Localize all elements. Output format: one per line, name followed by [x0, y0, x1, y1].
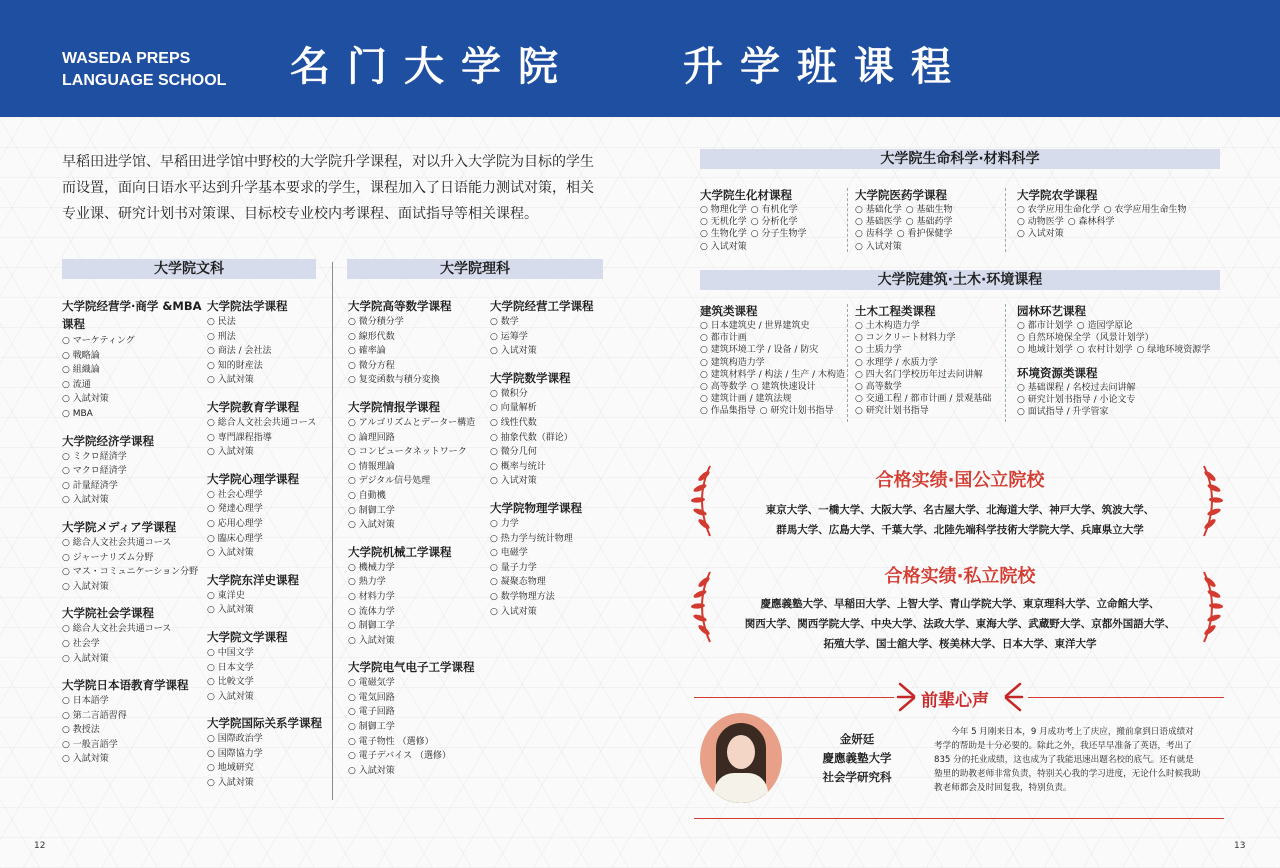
course-item: ○ 都市计划学: [1017, 321, 1073, 331]
course-item: ○ 绿地环境资源学: [1136, 345, 1210, 355]
course-item: ○ MBA: [62, 407, 202, 422]
course-item: ○ 造园学原论: [1077, 321, 1133, 331]
course-item: ○ ジャーナリズム分野: [62, 551, 202, 566]
course-item: ○ 高等数学: [700, 382, 747, 392]
arch-column-3-top: [1017, 303, 1217, 357]
course-item: ○ 電子物性 （選修）: [348, 735, 488, 750]
course-item: ○ 商法 / 会社法: [207, 344, 327, 359]
page-number-left: 12: [34, 841, 46, 851]
course-item: ○ 建筑计画 / 建筑法规: [700, 394, 791, 404]
course-heading: 土木工程类课程: [855, 304, 936, 318]
title-left: 名门大学院: [290, 44, 575, 90]
course-item: ○ 数学: [490, 315, 610, 330]
course-item: ○ 入試対策: [348, 634, 488, 649]
life-column-2: [855, 187, 1005, 253]
course-row: [855, 228, 1005, 240]
course-item: ○ 総合人文社会共通コース: [62, 536, 202, 551]
course-row: [700, 381, 850, 393]
course-row: [855, 344, 1005, 356]
course-item: ○ マクロ経済学: [62, 464, 202, 479]
private-heading: 合格实绩·私立院校: [884, 566, 1036, 587]
course-heading: 大学院机械工学课程: [348, 544, 452, 559]
life-bar: 大学院生命科学·材料科学: [700, 149, 1220, 169]
course-item: ○ 分子生物学: [751, 229, 807, 239]
course-row: [1017, 382, 1217, 394]
course-item: ○ 論理回路: [348, 431, 488, 446]
course-item: ○ 农村计划学: [1077, 345, 1133, 355]
course-item: ○ 線形代数: [348, 330, 488, 345]
course-item: ○ 入試対策: [348, 764, 488, 779]
course-item: ○ 制御工学: [348, 619, 488, 634]
course-item: ○ 建筑环境工学 / 设备 / 防灾: [700, 345, 818, 355]
course-row: [1017, 406, 1217, 418]
laurel-right-icon: [1198, 462, 1224, 540]
voice-rule-right: [1028, 697, 1224, 698]
course-item: ○ 有机化学: [751, 205, 798, 215]
page-number-right: 13: [1234, 841, 1246, 851]
course-heading: 建筑类课程: [700, 304, 758, 318]
voice-heading: 前辈心声: [921, 691, 989, 711]
course-item: ○ 基础化学: [855, 205, 902, 215]
course-item: ○ 第二言語習得: [62, 709, 202, 724]
arch-bar: 大学院建筑·土木·环境课程: [700, 270, 1220, 290]
course-row: [700, 344, 850, 356]
course-row: [700, 405, 850, 417]
course-item: ○ 概率与统计: [490, 460, 610, 475]
course-item: ○ 研究计划书指导: [760, 406, 834, 416]
course-item: ○ 电磁学: [490, 546, 610, 561]
course-item: ○ 臨床心理学: [207, 532, 327, 547]
course-heading: 大学院数学课程: [490, 370, 571, 385]
course-item: ○ 入試対策: [207, 445, 327, 460]
course-heading: 园林环艺课程: [1017, 304, 1086, 318]
course-item: ○ 制御工学: [348, 720, 488, 735]
life-column-3: [1017, 187, 1217, 241]
course-item: ○ 量子力学: [490, 561, 610, 576]
course-heading: 大学院メディア学课程: [62, 519, 177, 534]
course-item: ○ 民法: [207, 315, 327, 330]
burst-left-icon: [896, 680, 918, 714]
course-heading: 大学院电气电子工学课程: [348, 660, 475, 675]
course-item: ○ 計量経済学: [62, 479, 202, 494]
course-item: ○ 齿科学: [855, 229, 893, 239]
course-item: ○ 生物化学: [700, 229, 747, 239]
course-item: ○ 入試対策: [348, 518, 488, 533]
course-item: ○ 総合人文社会共通コース: [62, 622, 202, 637]
course-item: ○ 入試対策: [62, 752, 202, 767]
course-item: ○ 電気回路: [348, 691, 488, 706]
course-heading: 大学院情报学课程: [348, 399, 440, 414]
course-item: ○ 农学应用生命生物: [1104, 205, 1187, 215]
course-heading: 大学院心理学课程: [207, 471, 299, 486]
course-item: ○ 入試対策: [62, 493, 202, 508]
course-row: [855, 381, 1005, 393]
course-row: [1017, 216, 1217, 228]
course-item: ○ 入試対策: [207, 776, 327, 791]
course-heading: 大学院社会学课程: [62, 606, 154, 621]
life-divider-1: [847, 188, 848, 252]
course-item: ○ 応用心理学: [207, 517, 327, 532]
course-item: ○ 一般言語学: [62, 738, 202, 753]
course-item: ○ 微积分: [490, 387, 610, 402]
course-item: ○ 入試対策: [207, 546, 327, 561]
course-heading: 大学院日本语教育学课程: [62, 678, 189, 693]
course-item: ○ 入试对策: [1017, 229, 1064, 239]
course-row: [1017, 320, 1217, 332]
course-row: [700, 332, 850, 344]
course-item: ○ 向量解析: [490, 401, 610, 416]
course-item: ○ 无机化学: [700, 217, 747, 227]
course-row: [700, 204, 850, 216]
course-item: ○ 基础医学: [855, 217, 902, 227]
course-item: ○ 微分積分学: [348, 315, 488, 330]
course-item: ○ 水理学 / 水质力学: [855, 358, 937, 368]
laurel-right-icon: [1198, 568, 1224, 646]
course-item: ○ 力学: [490, 517, 610, 532]
course-heading: 大学院东洋史课程: [207, 572, 299, 587]
course-item: ○ 研究计划书指导 / 小论文专: [1017, 395, 1135, 405]
course-item: ○ 国際政治学: [207, 732, 327, 747]
course-heading: 大学院医药学课程: [855, 188, 947, 202]
course-item: ○ 比較文学: [207, 675, 327, 690]
course-row: [855, 357, 1005, 369]
course-item: ○ 組織論: [62, 363, 202, 378]
course-item: ○ 建筑材料学 / 构法 / 生产 / 木构造: [700, 370, 845, 380]
course-row: [1017, 344, 1217, 356]
course-item: ○ 入試対策: [207, 690, 327, 705]
course-item: ○ 线性代数: [490, 416, 610, 431]
course-row: [855, 204, 1005, 216]
course-row: [1017, 394, 1217, 406]
course-item: ○ マーケティング: [62, 334, 202, 349]
course-item: ○ デジタル信号処理: [348, 474, 488, 489]
course-item: ○ 制御工学: [348, 504, 488, 519]
course-item: ○ 入試対策: [207, 373, 327, 388]
course-item: ○ 复変函数与積分変換: [348, 373, 488, 388]
course-item: ○ 地域计划学: [1017, 345, 1073, 355]
course-item: ○ 研究计划书指导: [855, 406, 929, 416]
course-item: ○ 看护保健学: [897, 229, 953, 239]
course-item: ○ コンクリート材料力学: [855, 333, 956, 343]
title-right: 升学班课程: [683, 44, 968, 90]
course-item: ○ 地域研究: [207, 761, 327, 776]
course-row: [700, 357, 850, 369]
course-item: ○ 熱力学: [348, 575, 488, 590]
rika-column-2: [490, 297, 610, 619]
student-quote: 今年 5 月刚来日本，9 月成功考上了庆应，搬前拿到日语成绩对考学的帮助是十分必要的。除此之外，我还早早准备了英语，考出了 835 分的托业成绩，这也成为了我能迅速出题名校的底气。还有就是塾里的助教老师非常负责，特别关心我的学习进度，无论什么时候我助教老师都会及时回复我，特别负责。: [934, 727, 1201, 793]
course-row: [1017, 332, 1217, 344]
course-item: ○ 総合人文社会共通コース: [207, 416, 327, 431]
course-heading: 大学院物理学课程: [490, 500, 582, 515]
burst-right-icon: [1002, 680, 1024, 714]
school-name: WASEDA PREPS LANGUAGE SCHOOL: [62, 50, 227, 89]
course-item: ○ 教授法: [62, 723, 202, 738]
course-row: [700, 320, 850, 332]
course-item: ○ 専門課程指導: [207, 431, 327, 446]
course-item: ○ 自然环境保全学（风景计划学）: [1017, 333, 1154, 343]
course-item: ○ 交通工程 / 都市计画 / 景观基础: [855, 394, 991, 404]
course-item: ○ 日本文学: [207, 661, 327, 676]
course-item: ○ 社会心理学: [207, 488, 327, 503]
course-row: [855, 405, 1005, 417]
course-heading: 大学院教育学课程: [207, 399, 299, 414]
public-list: 東京大学、一橋大学、大阪大学、名古屋大学、北海道大学、神戸大学、筑波大学、 群馬大学、広島大学、千葉大学、北陸先端科学技術大学院大学、兵庫県立大学: [765, 504, 1155, 536]
course-item: ○ 入试对策: [490, 474, 610, 489]
course-item: ○ 情報理論: [348, 460, 488, 475]
course-item: ○ アルゴリズムとデーター構造: [348, 416, 488, 431]
course-item: ○ 森林科学: [1068, 217, 1115, 227]
course-item: ○ 基础药学: [906, 217, 953, 227]
course-item: ○ 社会学: [62, 637, 202, 652]
course-heading: 大学院国际关系学课程: [207, 716, 322, 731]
course-row: [700, 216, 850, 228]
course-item: ○ 高等数学: [855, 382, 902, 392]
bunka-column-2: [207, 297, 327, 791]
course-row: [855, 320, 1005, 332]
course-item: ○ マス・コミュニケーション分野: [62, 565, 202, 580]
course-heading: 大学院经济学课程: [62, 433, 154, 448]
arch-column-2: [855, 303, 1005, 418]
laurel-left-icon: [690, 462, 716, 540]
course-heading: 环境资源类课程: [1017, 366, 1098, 380]
course-item: ○ コンピュータネットワーク: [348, 445, 488, 460]
course-item: ○ 中国文学: [207, 646, 327, 661]
course-item: ○ 运筹学: [490, 330, 610, 345]
public-heading: 合格实绩·国公立院校: [875, 470, 1045, 491]
avatar: [700, 713, 782, 803]
course-row: [855, 393, 1005, 405]
course-item: ○ 土木构造力学: [855, 321, 920, 331]
laurel-left-icon: [690, 568, 716, 646]
course-item: ○ 土质力学: [855, 345, 902, 355]
course-item: ○ 建筑构造力学: [700, 358, 765, 368]
course-heading: 大学院经营工学课程: [490, 299, 594, 313]
course-item: ○ 入试对策: [490, 605, 610, 620]
course-row: [855, 216, 1005, 228]
course-item: ○ 入试对策: [700, 242, 747, 252]
course-item: ○ 知的財産法: [207, 359, 327, 374]
course-row: [700, 241, 850, 253]
course-item: ○ 数学物理方法: [490, 590, 610, 605]
course-item: ○ 面试指导 / 升学管家: [1017, 407, 1108, 417]
course-item: ○ 戦略論: [62, 349, 202, 364]
course-heading: 大学院生化材课程: [700, 188, 792, 202]
course-item: ○ 物理化学: [700, 205, 747, 215]
course-item: ○ 電子回路: [348, 705, 488, 720]
course-item: ○ 発達心理学: [207, 502, 327, 517]
course-item: ○ 電磁気学: [348, 676, 488, 691]
course-item: ○ 分析化学: [751, 217, 798, 227]
course-item: ○ 入試対策: [62, 652, 202, 667]
course-item: ○ 微分方程: [348, 359, 488, 374]
course-row: [855, 241, 1005, 253]
course-item: ○ 国際協力学: [207, 747, 327, 762]
rika-bar: 大学院理科: [347, 259, 603, 279]
arch-column-3-bottom: [1017, 365, 1217, 419]
course-row: [855, 332, 1005, 344]
course-item: ○ 自動機: [348, 489, 488, 504]
course-item: ○ 农学应用生命化学: [1017, 205, 1100, 215]
arch-divider-1: [847, 304, 848, 422]
course-item: ○ 基础课程 / 名校过去问讲解: [1017, 383, 1135, 393]
course-item: ○ 流体力学: [348, 605, 488, 620]
course-item: ○ 確率論: [348, 344, 488, 359]
course-item: ○ 都市计画: [700, 333, 747, 343]
course-item: ○ 刑法: [207, 330, 327, 345]
arch-divider-2: [1005, 304, 1006, 422]
course-item: ○ 日本語学: [62, 694, 202, 709]
student-info: 金妍廷 慶應義塾大学 社会学研究科: [822, 732, 892, 784]
bunka-bar: 大学院文科: [62, 259, 316, 279]
course-item: ○ 入試対策: [62, 580, 202, 595]
course-heading: 大学院高等数学课程: [348, 299, 452, 313]
course-item: ○ 基础生物: [906, 205, 953, 215]
course-item: ○ 流通: [62, 378, 202, 393]
course-heading: 大学院经营学·商学 &MBA 课程: [62, 299, 202, 331]
life-column-1: [700, 187, 850, 253]
course-item: ○ 入试对策: [855, 242, 902, 252]
course-row: [1017, 228, 1217, 240]
bunka-column-1: [62, 297, 202, 767]
course-row: [700, 228, 850, 240]
divider-line: [332, 262, 333, 800]
course-item: ○ 热力学与统计物理: [490, 532, 610, 547]
course-item: ○ 微分几何: [490, 445, 610, 460]
course-item: ○ 作品集指导: [700, 406, 756, 416]
course-item: ○ 入试对策: [490, 344, 610, 359]
course-item: ○ 機械力学: [348, 561, 488, 576]
course-item: ○ 入試対策: [207, 603, 327, 618]
course-item: ○ 材料力学: [348, 590, 488, 605]
intro-paragraph: 早稻田进学馆、早稻田进学馆中野校的大学院升学课程，对以升入大学院为目标的学生而设置，面向日语水平达到升学基本要求的学生，课程加入了日语能力测试对策，相关专业课、研究计划书对策课、目标校专业校内考课程、面试指导等相关课程。: [62, 154, 594, 222]
course-item: ○ 東洋史: [207, 589, 327, 604]
voice-rule-left: [694, 697, 894, 698]
course-row: [700, 393, 850, 405]
course-item: ○ ミクロ経済学: [62, 450, 202, 465]
course-item: ○ 凝聚态物理: [490, 575, 610, 590]
course-item: ○ 電子デバイス （選修）: [348, 749, 488, 764]
course-item: ○ 动物医学: [1017, 217, 1064, 227]
course-row: [1017, 204, 1217, 216]
private-list: 慶應義塾大学、早稲田大学、上智大学、青山学院大学、東京理科大学、立命館大学、 関西大学、関西学院大学、中央大学、法政大学、東海大学、武蔵野大学、京都外国語大学、 拓殖大学、国士舘大学、桜美林大学、日本大学、東洋大学: [744, 598, 1176, 650]
voice-rule-bottom: [694, 818, 1224, 819]
course-row: [700, 369, 850, 381]
course-item: ○ 入試対策: [62, 392, 202, 407]
life-divider-2: [1005, 188, 1006, 252]
rika-column-1: [348, 297, 488, 778]
course-item: ○ 建筑快速设计: [751, 382, 816, 392]
arch-column-1: [700, 303, 850, 418]
course-heading: 大学院法学课程: [207, 299, 288, 313]
course-heading: 大学院农学课程: [1017, 188, 1098, 202]
course-heading: 大学院文学课程: [207, 629, 288, 644]
course-item: ○ 抽象代数（群论）: [490, 431, 610, 446]
course-item: ○ 日本建筑史 / 世界建筑史: [700, 321, 809, 331]
course-row: [855, 369, 1005, 381]
course-item: ○ 四大名门学校历年过去问讲解: [855, 370, 983, 380]
